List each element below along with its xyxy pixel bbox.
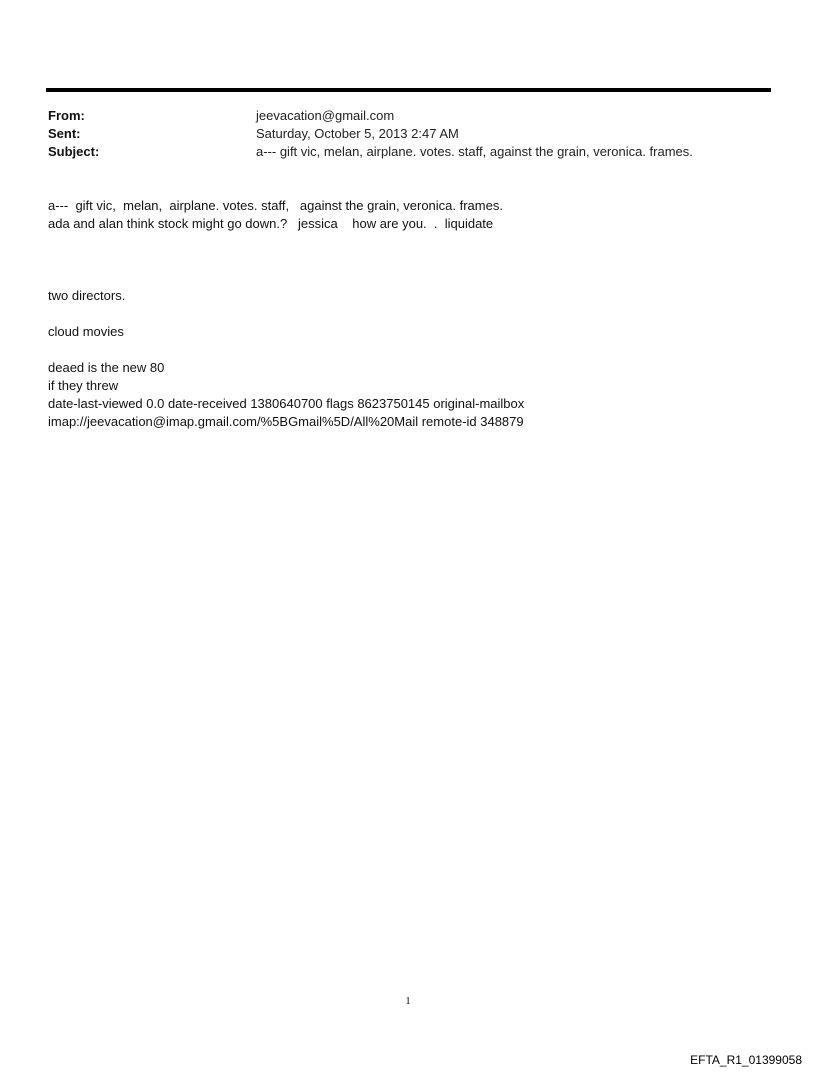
body-spacer xyxy=(48,341,788,359)
from-label: From: xyxy=(48,108,85,123)
header-divider xyxy=(46,88,771,92)
body-line: ada and alan think stock might go down.? jessica how are you. . liquidate xyxy=(48,216,494,231)
document-id: EFTA_R1_01399058 xyxy=(690,1053,802,1067)
body-line: a--- gift vic, melan, airplane. votes. staff, against the grain, veronica. frames. xyxy=(48,198,503,213)
sent-row xyxy=(48,125,773,143)
body-line: cloud movies xyxy=(48,324,124,339)
sent-value: Saturday, October 5, 2013 2:47 AM xyxy=(256,126,459,141)
sent-label: Sent: xyxy=(48,126,81,141)
body-line: date-last-viewed 0.0 date-received 1380640700 flags 8623750145 original-mailbox xyxy=(48,396,525,411)
subject-label: Subject: xyxy=(48,144,100,159)
subject-value: a--- gift vic, melan, airplane. votes. staff, against the grain, veronica. frames. xyxy=(256,144,693,159)
body-line: deaed is the new 80 xyxy=(48,360,165,375)
body-spacer xyxy=(48,305,788,323)
from-row xyxy=(48,107,773,125)
body-line: imap://jeevacation@imap.gmail.com/%5BGmail%5D/All%20Mail remote-id 348879 xyxy=(48,414,524,429)
body-spacer xyxy=(48,233,788,287)
page-number: 1 xyxy=(405,995,411,1007)
body-line: two directors. xyxy=(48,288,126,303)
body-line: if they threw xyxy=(48,378,119,393)
from-value: jeevacation@gmail.com xyxy=(256,108,395,123)
subject-row xyxy=(48,143,773,161)
email-body xyxy=(48,197,788,431)
email-header xyxy=(48,107,773,161)
